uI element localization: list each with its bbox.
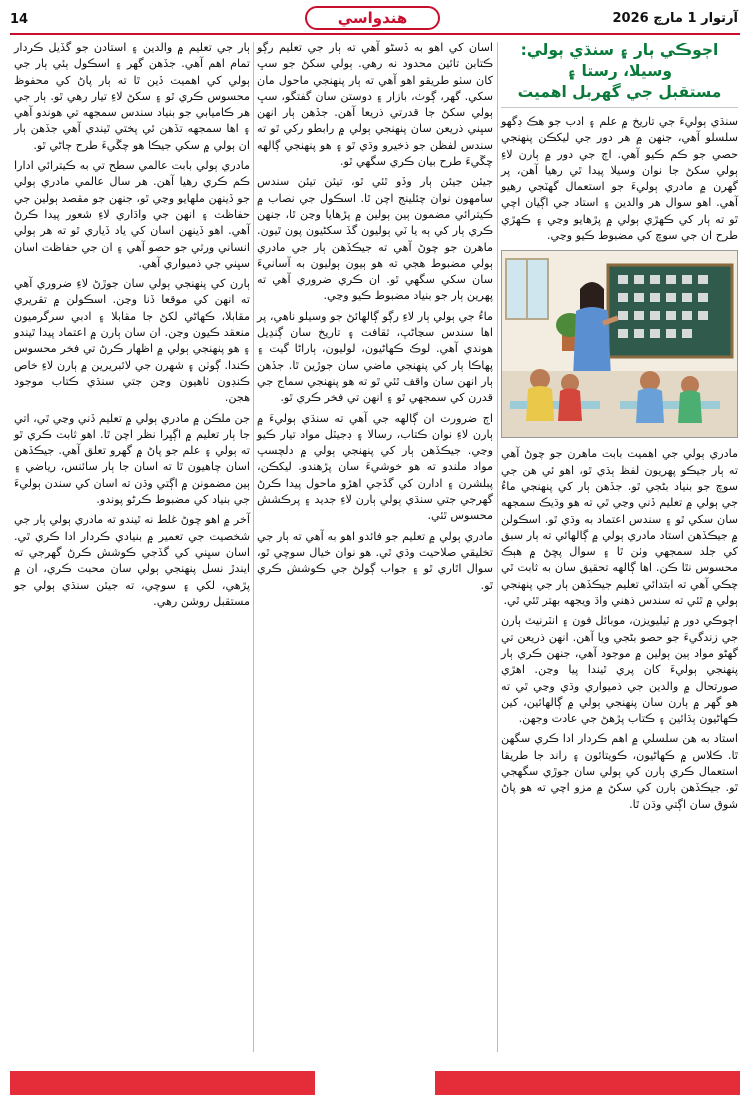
paragraph: جيئن جيئن ٻار وڏو ٿئي ٿو، تيئن تيئن سندس سامهون نوان چئلينج اچن ٿا. اسڪول جي نصاب ۾ ڪيترائي مضمون ٻين ٻولين ۾ پڙهايا وڃن ٿا، جنهن ڪري ٻار کي ٻه يا ٽي ٻوليون گڏ سکڻيون پون ٿيون. ماهرن جو چوڻ آهي ته جيڪڏهن ٻار جي مادري ٻولي مضبوط هجي ته هو ٻيون ٻوليون به آسانيءَ سان سکي سگهي ٿو. ان ڪري ضروري آهي ته پهرين ٻار جو بنياد مضبوط ڪيو وڃي.: [257, 175, 493, 303]
paragraph: آخر ۾ اهو چوڻ غلط نه ٿيندو ته مادري ٻولي ٻار جي شخصيت جي تعمير ۾ بنيادي ڪردار ادا ڪري ٿي. اسان سڀني کي گڏجي ڪوشش ڪرڻ گهرجي ته ايندڙ نسل پنهنجي ٻولي سان محبت ڪري، ان ۾ پڙهي، لکي ۽ سوچي، ته جيئن سنڌي ٻولي جو مستقبل روشن رهي.: [14, 513, 250, 608]
paragraph: اڄ ضرورت ان ڳالهه جي آهي ته سنڌي ٻوليءَ ۾ ٻارن لاءِ نوان ڪتاب، رسالا ۽ ڊجيٽل مواد تيار ڪيو وڃي. جيڪڏهن ٻار کي پنهنجي ٻولي ۾ دلچسپ مواد ملندو ته هو خوشيءَ سان پڙهندو. ليکڪن، پبلشرن ۽ ادارن کي گڏجي اهڙو ماحول پيدا ڪرڻ گهرجي جتي سنڌي ٻولي ٻارن لاءِ جديد ۽ پرڪشش محسوس ٿئي.: [257, 411, 493, 523]
paragraph: ٻارن کي پنهنجي ٻولي سان جوڙڻ لاءِ ضروري آهي ته انهن کي موقعا ڏنا وڃن. اسڪولن ۾ تقريري مقابلا، ڪهاڻي لکڻ جا مقابلا ۽ ادبي سرگرميون منعقد ڪيون وڃن. ان سان ٻارن ۾ اعتماد پيدا ٿيندو ۽ هو پنهنجي ٻولي ۾ اظهار ڪرڻ تي فخر محسوس ڪندا. ڳوٺن ۽ شهرن جي لائبريرين ۾ ٻارن لاءِ خاص ڪنڊون ٺاهيون وڃن جتي سنڌي ڪتاب موجود هجن.: [14, 277, 250, 405]
article-column-middle: [257, 40, 493, 1062]
page-header: [0, 0, 750, 38]
article-column-right: [501, 40, 738, 1062]
classroom-illustration: [501, 251, 737, 438]
headline-line-2: مستقبل جي گهربل اهميت: [517, 83, 722, 101]
paragraph: استاد به هن سلسلي ۾ اهم ڪردار ادا ڪري سگهن ٿا. ڪلاس ۾ ڪهاڻيون، ڪويتائون ۽ راند جا طريقا استعمال ڪري ٻارن کي ٻولي سان جوڙي سگهجي ٿو. جيڪڏهن ٻارن کي سکڻ ۾ مزو اچي ته هو پاڻ شوق سان اڳتي وڌن ٿا.: [501, 732, 738, 811]
headline-line-1: اڄوڪي ٻار ۽ سنڌي ٻولي: وسيلا، رستا ۽: [520, 41, 719, 80]
column-divider: [497, 42, 498, 1052]
paragraph: اسان کي اهو به ڏسڻو آهي ته ٻار جي تعليم رڳو ڪتابن تائين محدود نه رهي. ٻولي سکڻ جو سڀ کان سٺو طريقو اهو آهي ته ٻار پنهنجي ماحول مان سکي. گهر، ڳوٺ، بازار ۽ دوستن سان گفتگو، سڀ ٻولي سکڻ جا قدرتي ذريعا آهن. جڏهن ٻار انهن سڀني ذريعن سان پنهنجي ٻولي ۾ رابطو رکي ٿو ته سندس لفظن جو ذخيرو وڌي ٿو ۽ هو پنهنجي ڳالهه چڱيءَ طرح بيان ڪري سگهي ٿو.: [257, 41, 493, 169]
page-footer: [10, 1071, 740, 1095]
paragraph: مادري ٻولي جي اهميت بابت ماهرن جو چوڻ آهي ته ٻار جيڪو پهريون لفظ ٻڌي ٿو، اهو ئي هن جي سوچ جو بنياد بڻجي ٿو. جڏهن ٻار کي پنهنجي ماءُ جي ٻولي ۾ تعليم ڏني وڃي ٿي ته هو وڌيڪ سمجهه سان سکي ٿو ۽ سندس اعتماد به وڌي ٿو. اسڪولن ۾ جيڪڏهن استاد مادري ٻولي ۾ ڳالهائي ته ٻار سبق کي جلد سمجهي وٺن ٿا ۽ سوال پڇڻ ۾ هٻڪ محسوس نٿا ڪن. اها ڳالهه تحقيق سان به ثابت ٿي چڪي آهي ته ابتدائي تعليم جيڪڏهن ٻار جي پنهنجي ٻولي ۾ ٿئي ته سندس ذهني واڌ ويجهه بهتر ٿئي ٿي.: [501, 447, 738, 608]
paragraph: مادري ٻولي بابت عالمي سطح تي به ڪيترائي ادارا ڪم ڪري رهيا آهن. هر سال عالمي مادري ٻولي جو ڏينهن ملهايو وڃي ٿو، جنهن جو مقصد ٻولين جي حفاظت ۽ انهن جي واڌاري لاءِ شعور پيدا ڪرڻ آهي. اهو ڏينهن اسان کي ياد ڏياري ٿو ته هر ٻولي انساني ورثي جو حصو آهي ۽ ان جي حفاظت اسان سڀني جي ذميواري آهي.: [14, 159, 250, 270]
column-divider: [253, 42, 254, 1052]
paragraph: اڄوڪي دور ۾ ٽيليويزن، موبائل فون ۽ انٽرنيٽ ٻارن جي زندگيءَ جو حصو بڻجي ويا آهن. انهن ذريعن تي گهڻو مواد ٻين ٻولين ۾ موجود آهي، جنهن ڪري ٻار پنهنجي ٻوليءَ کان پري ٿيندا پيا وڃن. اهڙي صورتحال ۾ والدين جي ذميواري وڌي وڃي ٿي ته هو گهر ۾ ٻارن سان پنهنجي ٻولي ۾ ڳالهائين، کين ڪهاڻيون ٻڌائين ۽ ڪتاب پڙهڻ جي عادت وجهن.: [501, 614, 738, 726]
article-column-left: [14, 40, 250, 1062]
header-rule: [10, 33, 740, 35]
paragraph: ماءُ جي ٻولي ٻار لاءِ رڳو ڳالهائڻ جو وسيلو ناهي، پر اها سندس سڃاڻپ، ثقافت ۽ تاريخ سان ڳنڍيل هوندي آهي. لوڪ ڪهاڻيون، لوليون، ٻاراڻا گيت ۽ پهاڪا ٻار کي پنهنجي ماضي سان جوڙين ٿا. جڏهن ٻار انهن سان واقف ٿئي ٿو ته هو پنهنجي سماج جي قدرن کي سمجهي ٿو ۽ انهن تي فخر ڪري ٿو.: [257, 309, 493, 405]
issue-date: آرتوار 1 مارچ 2026: [612, 11, 738, 26]
masthead-logo: [305, 6, 440, 32]
paragraph: سنڌي ٻوليءَ جي تاريخ ۾ علم ۽ ادب جو هڪ ڊگهو سلسلو آهي، جنهن ۾ هر دور جي ليکڪن پنهنجي حصي جو ڪم ڪيو آهي. اڄ جي دور ۾ ٻارن لاءِ ٻولي سکڻ جا نوان وسيلا پيدا ٿي رهيا آهن، پر گهرن ۾ مادري ٻوليءَ جو استعمال گهٽجي رهيو آهي. اهو سوال هر والدين ۽ استاد جي اڳيان اچي ٿو ته ٻار کي ڪهڙي ٻولي ۾ پڙهايو وڃي ۽ ڪهڙي طرح ان جي سوچ کي مضبوط ڪيو وڃي.: [501, 115, 738, 243]
article-headline: [501, 40, 738, 108]
paragraph: جن ملڪن ۾ مادري ٻولي ۾ تعليم ڏني وڃي ٿي، اتي جا ٻار تعليم ۾ اڳڀرا نظر اچن ٿا. اهو ثابت ڪري ٿو ته ٻولي ۽ علم جو پاڻ ۾ گهرو تعلق آهي. جيڪڏهن اسان چاهيون ٿا ته اسان جا ٻار سائنس، رياضي ۽ ٻين مضمونن ۾ اڳتي وڌن ته اسان کي سندن ٻوليءَ جي بنياد کي مضبوط ڪرڻو پوندو.: [14, 411, 250, 507]
article-photo: [501, 250, 738, 438]
page-number: 14: [10, 12, 29, 27]
masthead-title: هندواسي: [305, 6, 440, 30]
footer-center-gap: [315, 1071, 435, 1095]
paragraph: مادري ٻولي ۾ تعليم جو فائدو اهو به آهي ته ٻار جي تخليقي صلاحيت وڌي ٿي. هو نوان خيال سوچي ٿو، سوال اٿاري ٿو ۽ جواب ڳولڻ جي ڪوشش ڪري ٿو.: [257, 529, 493, 592]
paragraph: ٻار جي تعليم ۾ والدين ۽ استادن جو گڏيل ڪردار تمام اهم آهي. جڏهن گهر ۽ اسڪول ٻئي ٻار جي ٻولي کي اهميت ڏين ٿا ته ٻار پاڻ کي محفوظ محسوس ڪري ٿو ۽ سکڻ لاءِ تيار رهي ٿو. ٻار جي هر ڪاميابي جو بنياد سندس سمجهه تي هوندو آهي ۽ اها سمجهه تڏهن ئي پختي ٿيندي آهي جڏهن ٻار ان ٻولي ۾ سکي جيڪا هو چڱيءَ طرح ڄاڻي ٿو.: [14, 41, 250, 152]
